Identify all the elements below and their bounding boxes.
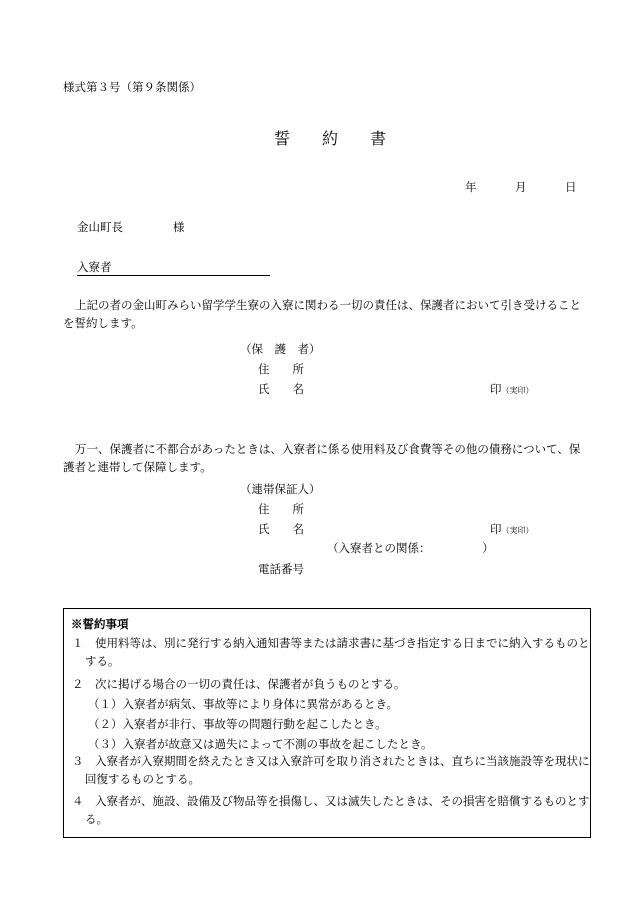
pledge-paragraph-1: 上記の者の金山町みらい留学学生寮の入寮に関わる一切の責任は、保護者において引き受けることを誓約します。 (63, 298, 581, 330)
pledge-term-2: ２ 次に掲げる場合の一切の責任は、保護者が負うものとする。 (72, 677, 406, 691)
pledge-terms-heading: ※誓約事項 (71, 617, 129, 631)
surety-seal (490, 524, 534, 536)
title-char-2: 約 (322, 129, 339, 148)
date-year: 年 (465, 180, 477, 194)
guardian-seal-mark: 印 (490, 382, 502, 396)
surety-seal-mark: 印 (490, 522, 502, 536)
guardian-heading: （保 護 者） (240, 342, 321, 356)
pledge-term-2-sub-2: （２）入寮者が非行、事故等の問題行動を起こしたとき。 (88, 717, 387, 731)
surety-heading: （連帯保証人） (240, 482, 321, 496)
pledge-term-3: ３ 入寮者が入寮期間を終えたとき又は入寮許可を取り消されたときは、直ちに当該施設等を現状に回復するものとする。 (72, 754, 590, 786)
pledge-term-1: １ 使用料等は、別に発行する納入通知書等または請求書に基づき指定する日までに納入するものとする。 (72, 636, 590, 668)
guardian-name-label: 氏 名 (258, 382, 304, 396)
addressee-name: 金山町長 (77, 220, 123, 234)
date-day: 日 (565, 180, 577, 194)
guardian-seal (490, 384, 534, 396)
date-month: 月 (515, 180, 527, 194)
addressee-honorific: 様 (173, 220, 185, 234)
pledge-term-4: ４ 入寮者が、施設、設備及び物品等を損傷し、又は滅失したときは、その損害を賠償するものとする。 (72, 794, 590, 826)
surety-address-label: 住 所 (258, 502, 304, 516)
surety-relation: （入寮者との関係： ） (327, 541, 494, 555)
pledge-term-2-sub-3: （３）入寮者が故意又は過失によって不測の事故を起こしたとき。 (88, 737, 433, 751)
guardian-address-label: 住 所 (258, 362, 304, 376)
resident-field (77, 262, 270, 276)
pledge-terms-box (63, 608, 591, 838)
title-char-3: 書 (370, 129, 387, 148)
form-number-label: 様式第３号（第９条関係） (63, 80, 201, 94)
pledge-term-2-sub-1: （１）入寮者が病気、事故等により身体に異常があるとき。 (88, 697, 399, 711)
surety-seal-note: （実印） (501, 526, 534, 535)
pledge-paragraph-2: 万一、保護者に不都合があったときは、入寮者に係る使用料及び食費等その他の債務について、保護者と連帯して保障します。 (63, 442, 581, 474)
resident-label: 入寮者 (77, 260, 112, 274)
surety-name-label: 氏 名 (258, 522, 304, 536)
title-char-1: 誓 (274, 129, 291, 148)
surety-phone-label: 電話番号 (258, 562, 304, 576)
guardian-seal-note: （実印） (501, 386, 534, 395)
